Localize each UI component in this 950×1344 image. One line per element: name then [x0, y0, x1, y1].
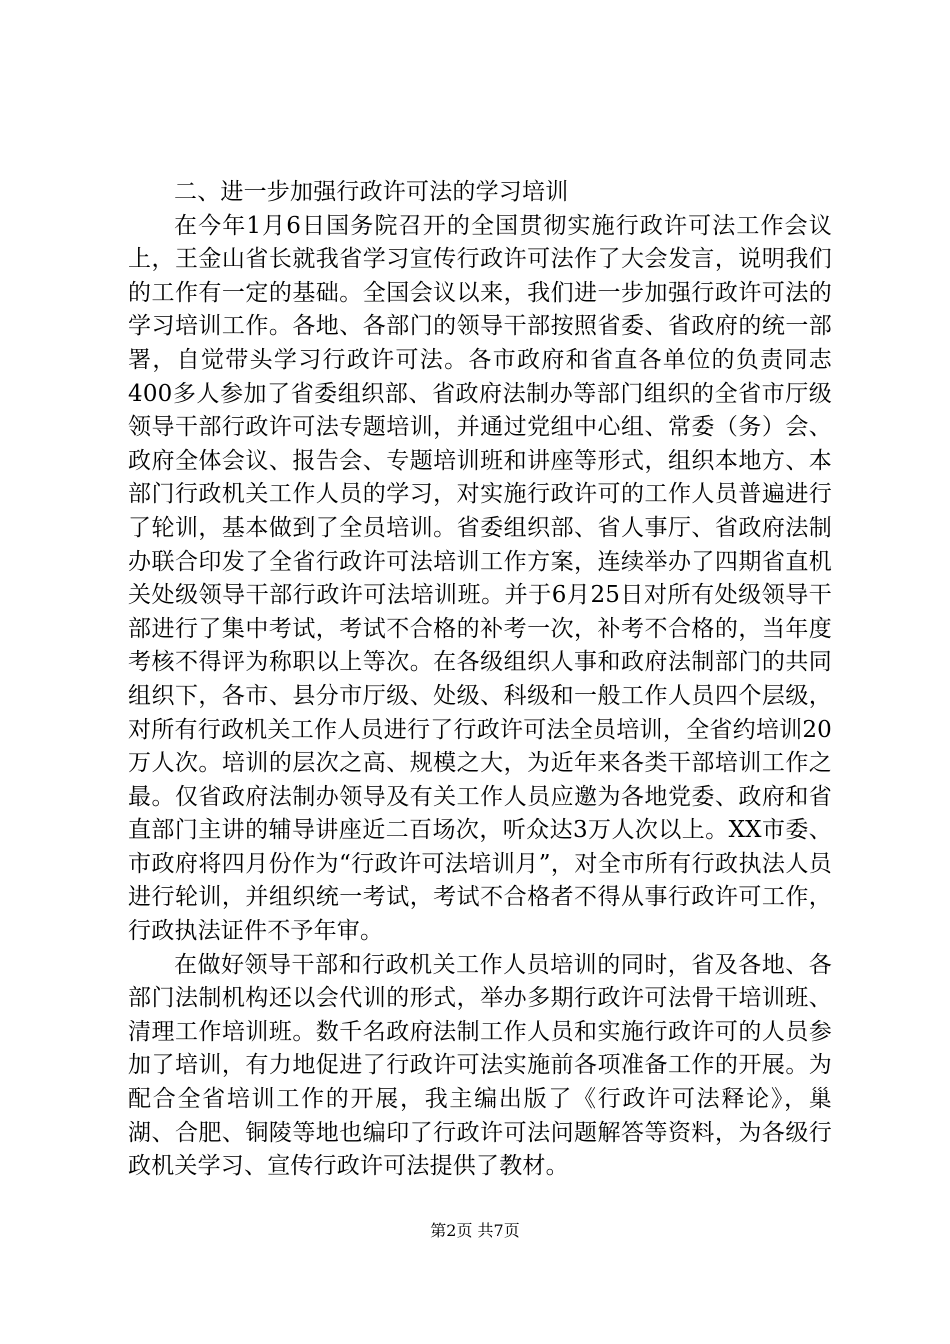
page-number-footer: 第2页 共7页 [430, 1221, 520, 1240]
section-heading: 二、进一步加强行政许可法的学习培训 [174, 179, 569, 205]
document-body [128, 176, 832, 1184]
paragraph-2: 在做好领导干部和行政机关工作人员培训的同时，省及各地、各部门法制机构还以会代训的形式，举办多期行政许可法骨干培训班、清理工作培训班。数千名政府法制工作人员和实施行政许可的人员参加了培训，有力地促进了行政许可法实施前各项准备工作的开展。为配合全省培训工作的开展，我主编出版了《行政许可法释论》，巢湖、合肥、铜陵等地也编印了行政许可法问题解答等资料，为各级行政机关学习、宣传行政许可法提供了教材。 [128, 951, 832, 1180]
paragraph-1: 在今年1月6日国务院召开的全国贯彻实施行政许可法工作会议上，王金山省长就我省学习宣传行政许可法作了大会发言，说明我们的工作有一定的基础。全国会议以来，我们进一步加强行政许可法的学习培训工作。各地、各部门的领导干部按照省委、省政府的统一部署，自觉带头学习行政许可法。各市政府和省直各单位的负责同志400多人参加了省委组织部、省政府法制办等部门组织的全省市厅级领导干部行政许可法专题培训，并通过党组中心组、常委（务）会、政府全体会议、报告会、专题培训班和讲座等形式，组织本地方、本部门行政机关工作人员的学习，对实施行政许可的工作人员普遍进行了轮训，基本做到了全员培训。省委组织部、省人事厅、省政府法制办联合印发了全省行政许可法培训工作方案，连续举办了四期省直机关处级领导干部行政许可法培训班。并于6月25日对所有处级领导干部进行了集中考试，考试不合格的补考一次，补考不合格的，当年度考核不得评为称职以上等次。在各级组织人事和政府法制部门的共同组织下，各市、县分市厅级、处级、科级和一般工作人员四个层级，对所有行政机关工作人员进行了行政许可法全员培训，全省约培训20万人次。培训的层次之高、规模之大，为近年来各类干部培训工作之最。仅省政府法制办领导及有关工作人员应邀为各地党委、政府和省直部门主讲的辅导讲座近二百场次，听众达3万人次以上。XX市委、市政府将四月份作为“行政许可法培训月”，对全市所有行政执法人员进行轮训，并组织统一考试，考试不合格者不得从事行政许可工作，行政执法证件不予年审。 [128, 212, 832, 945]
